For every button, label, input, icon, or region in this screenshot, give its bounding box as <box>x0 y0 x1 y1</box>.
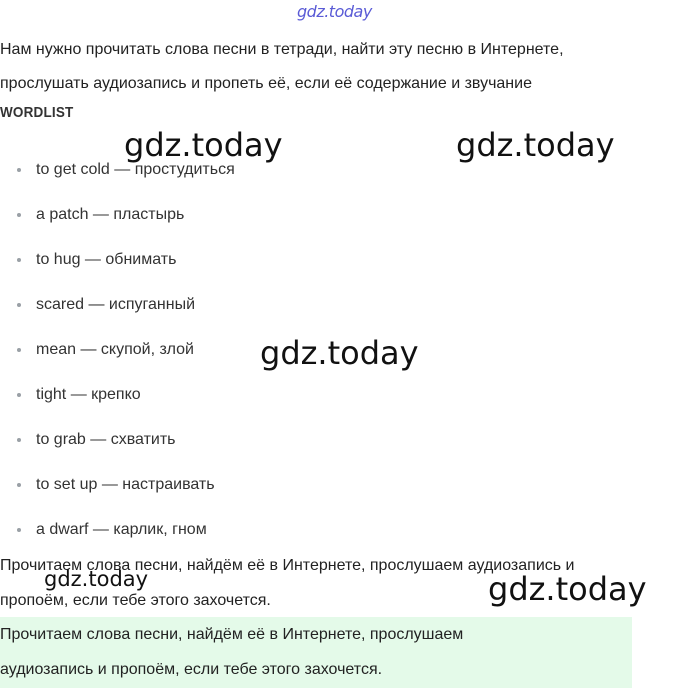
list-item <box>0 327 235 372</box>
bullet-icon <box>17 393 21 397</box>
bullet-icon <box>17 483 21 487</box>
watermark: gdz.today <box>260 334 419 372</box>
list-item-text: to hug — обнимать <box>36 251 177 268</box>
list-item-text: scared — испуганный <box>36 296 196 313</box>
list-item <box>0 282 235 327</box>
list-item <box>0 417 235 462</box>
watermark: gdz.today <box>44 567 149 591</box>
list-item-text: to grab — схватить <box>36 431 176 448</box>
list-item <box>0 372 235 417</box>
answer-line-1: Прочитаем слова песни, найдём её в Интернете, прослушаем <box>0 626 464 643</box>
answer-line-2: аудиозапись и пропоём, если тебе этого захочется. <box>0 661 383 678</box>
bullet-icon <box>17 528 21 532</box>
list-item <box>0 147 235 192</box>
intro-line-2: прослушать аудиозапись и пропеть её, если её содержание и звучание <box>0 75 532 92</box>
list-item <box>0 507 235 552</box>
bullet-icon <box>17 348 21 352</box>
watermark: gdz.today <box>488 570 647 608</box>
wordlist <box>0 147 235 552</box>
answer-box <box>0 617 632 688</box>
bullet-icon <box>17 213 21 217</box>
list-item <box>0 192 235 237</box>
watermark: gdz.today <box>124 126 283 164</box>
list-item <box>0 462 235 507</box>
list-item-text: tight — крепко <box>36 386 141 403</box>
bullet-icon <box>17 438 21 442</box>
paragraph-line-2: пропоём, если тебе этого захочется. <box>0 592 271 609</box>
paragraph-line-1: Прочитаем слова песни, найдём её в Интернете, прослушаем аудиозапись и <box>0 557 575 574</box>
list-item-text: a patch — пластырь <box>36 206 185 223</box>
list-item-text: mean — скупой, злой <box>36 341 194 358</box>
intro-text <box>0 33 676 101</box>
list-item-text: to set up — настраивать <box>36 476 215 493</box>
top-watermark: gdz.today <box>297 2 372 21</box>
watermark: gdz.today <box>456 126 615 164</box>
intro-line-1: Нам нужно прочитать слова песни в тетради, найти эту песню в Интернете, <box>0 41 564 58</box>
bullet-icon <box>17 168 21 172</box>
wordlist-heading: WORDLIST <box>0 104 74 121</box>
bullet-icon <box>17 303 21 307</box>
paragraph <box>0 548 676 618</box>
list-item <box>0 237 235 282</box>
list-item-text: a dwarf — карлик, гном <box>36 521 207 538</box>
bullet-icon <box>17 258 21 262</box>
list-item-text: to get cold — простудиться <box>36 161 235 178</box>
